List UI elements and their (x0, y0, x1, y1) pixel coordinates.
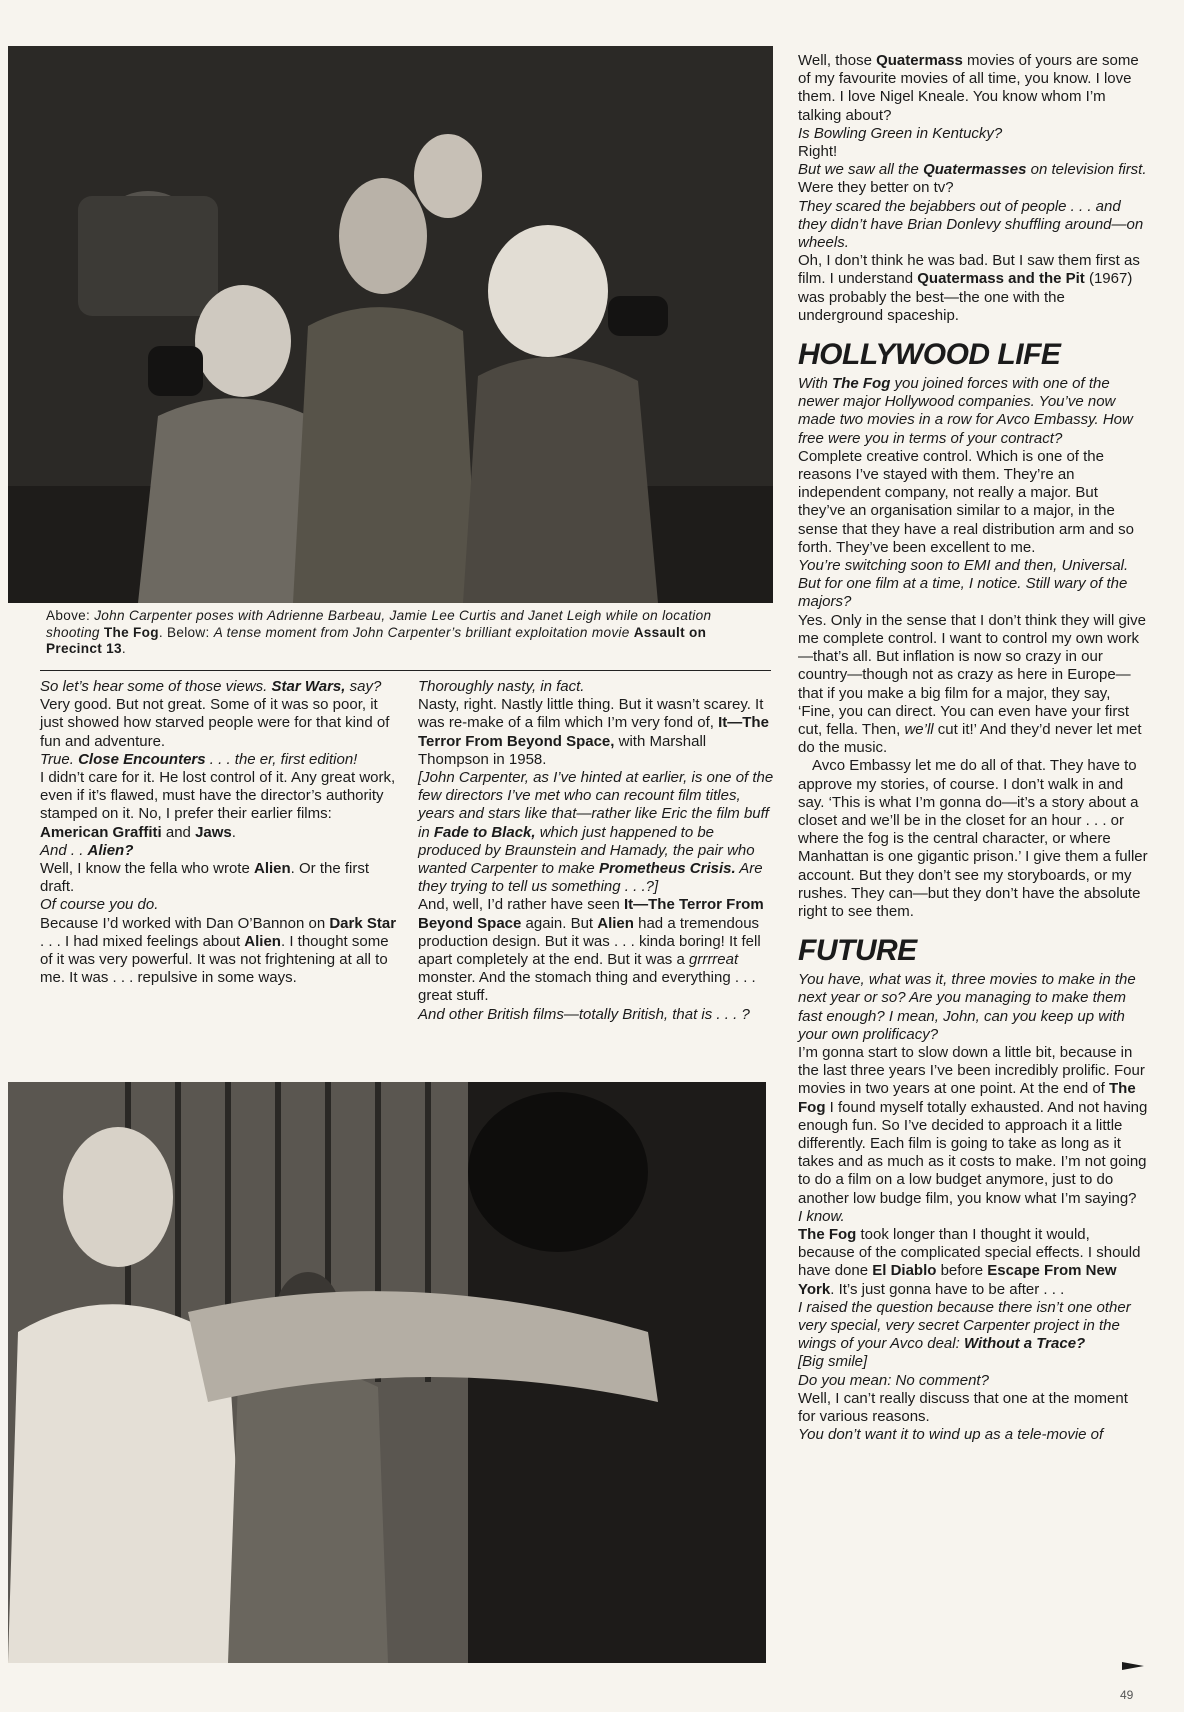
continue-arrow-icon (1122, 1660, 1144, 1672)
heading-future: FUTURE (798, 934, 917, 968)
page-number: 49 (1120, 1688, 1134, 1702)
left-column: So let’s hear some of those views. Star Wars, say? Very good. But not great. Some of it was so poor, it just showed how starved people were for that kind of fun and adventure. True. Close Encounters . . . the er, first edition! I didn’t care for it. He lost control of it. Any great work, even if it’s flawed, must have the director’s authority stamped on it. No, I prefer their earlier films: American Graffiti and Jaws. And . . Alien? Well, I know the fella who wrote Alien. Or the first draft. Of course you do. Because I’d worked with Dan O’Bannon on Dark Star . . . I had mixed feelings about Alien. I thought some of it was very powerful. It was not frightening at all to me. It was . . . repulsive in some ways. (40, 678, 397, 987)
middle-column: Thoroughly nasty, in fact. Nasty, right. Nastly little thing. But it wasn’t scarey. It was re-make of a film which I’m very fond of, It—The Terror From Beyond Space, with Marshall Thompson in 1958. [John Carpenter, as I’ve hinted at earlier, is one of the few directors I’ve met who can recount film titles, years and stars like that—rather like Eric the film buff in Fade to Black, which just happened to be produced by Braunstein and Hamady, the pair who wanted Carpenter to make Prometheus Crisis. Are they trying to tell us something . . .?] And, well, I’d rather have seen It—The Terror From Beyond Space again. But Alien had a tremendous production design. But it was . . . kinda boring! It fell apart completely at the end. But it was a grrrreat monster. And the stomach thing and everything . . . great stuff. And other British films—totally British, that is . . . ? (418, 678, 774, 1023)
photo-caption: Above: John Carpenter poses with Adrienne Barbeau, Jamie Lee Curtis and Janet Leigh while on location shooting The Fog. Below: A tense moment from John Carpenter’s brilliant exploitation movie Assault on Precinct 13. (46, 608, 712, 656)
caption-divider (40, 670, 771, 671)
top-photo (8, 46, 773, 603)
right-column: Well, those Quatermass movies of yours are some of my favourite movies of all time, you know. I love them. I love Nigel Kneale. You know whom I’m talking about? Is Bowling Green in Kentucky? Right! But we saw all the Quatermasses on television first. Were they better on tv? They scared the bejabbers out of people . . . and they didn’t have Brian Donlevy shuffling around—on wheels. Oh, I don’t think he was bad. But I saw them first as film. I understand Quatermass and the Pit (1967) was probably the best—the one with the underground spaceship. HOLLYWOOD LIFE With The Fog you joined forces with one of the newer major Hollywood companies. You’ve now made two movies in a row for Avco Embassy. How free were you in terms of your contract? Complete creative control. Which is one of the reasons I’ve stayed with them. They’re an independent company, not really a major. But they’ve an organisation similar to a major, in the sense that they have a real distribution arm and so forth. They’ve been excellent to me. You’re switching soon to EMI and then, Universal. But for one film at a time, I notice. Still wary of the majors? Yes. Only in the sense that I don’t think they will give me complete control. I want to control my own work—that’s all. But inflation is now so crazy in our country—though not as crazy as here in Europe—that if you make a big film for a major, they say, ‘Fine, you can direct. You can even have your first cut, fella. Then, we’ll cut it!’ And they’d never let met do the music. Avco Embassy let me do all of that. They have to approve my stories, of course. I don’t walk in and say. ‘This is what I’m gonna do—it’s a story about a closet and we’ll be in the closet for an hour . . . or where the fog is the central character, or where Manhattan is one gigantic prison.’ I give them a fuller account. But they don’t see my storyboards, or my rushes. They can—but they don’t have the absolute right to see them. FUTURE You have, what was it, three movies to make in the next year or so? Are you managing to make them fast enough? I mean, John, can you keep up with your own prolificacy? I’m gonna start to slow down a little bit, because in the last three years I’ve been incredibly prolific. Four movies in two years at one point. At the end of The Fog I found myself totally exhausted. And not having enough fun. So I’ve decided to approach it a little differently. Each film is going to take as long as it takes and as much as it costs to make. I’m not going to do a film on a low budget anymore, just to do another low budge film, you know what I’m saying? I know. The Fog took longer than I thought it would, because of the complicated special effects. I should have done El Diablo before Escape From New York. It’s just gonna have to be after . . . I raised the question because there isn’t one other very special, very secret Carpenter project in the wings of your Avco deal: Without a Trace? [Big smile] Do you mean: No comment? Well, I can’t really discuss that one at the moment for various reasons. You don’t want it to wind up as a tele-movie of (798, 52, 1148, 1444)
heading-hollywood-life: HOLLYWOOD LIFE (798, 338, 1061, 372)
bottom-photo (8, 1082, 766, 1663)
